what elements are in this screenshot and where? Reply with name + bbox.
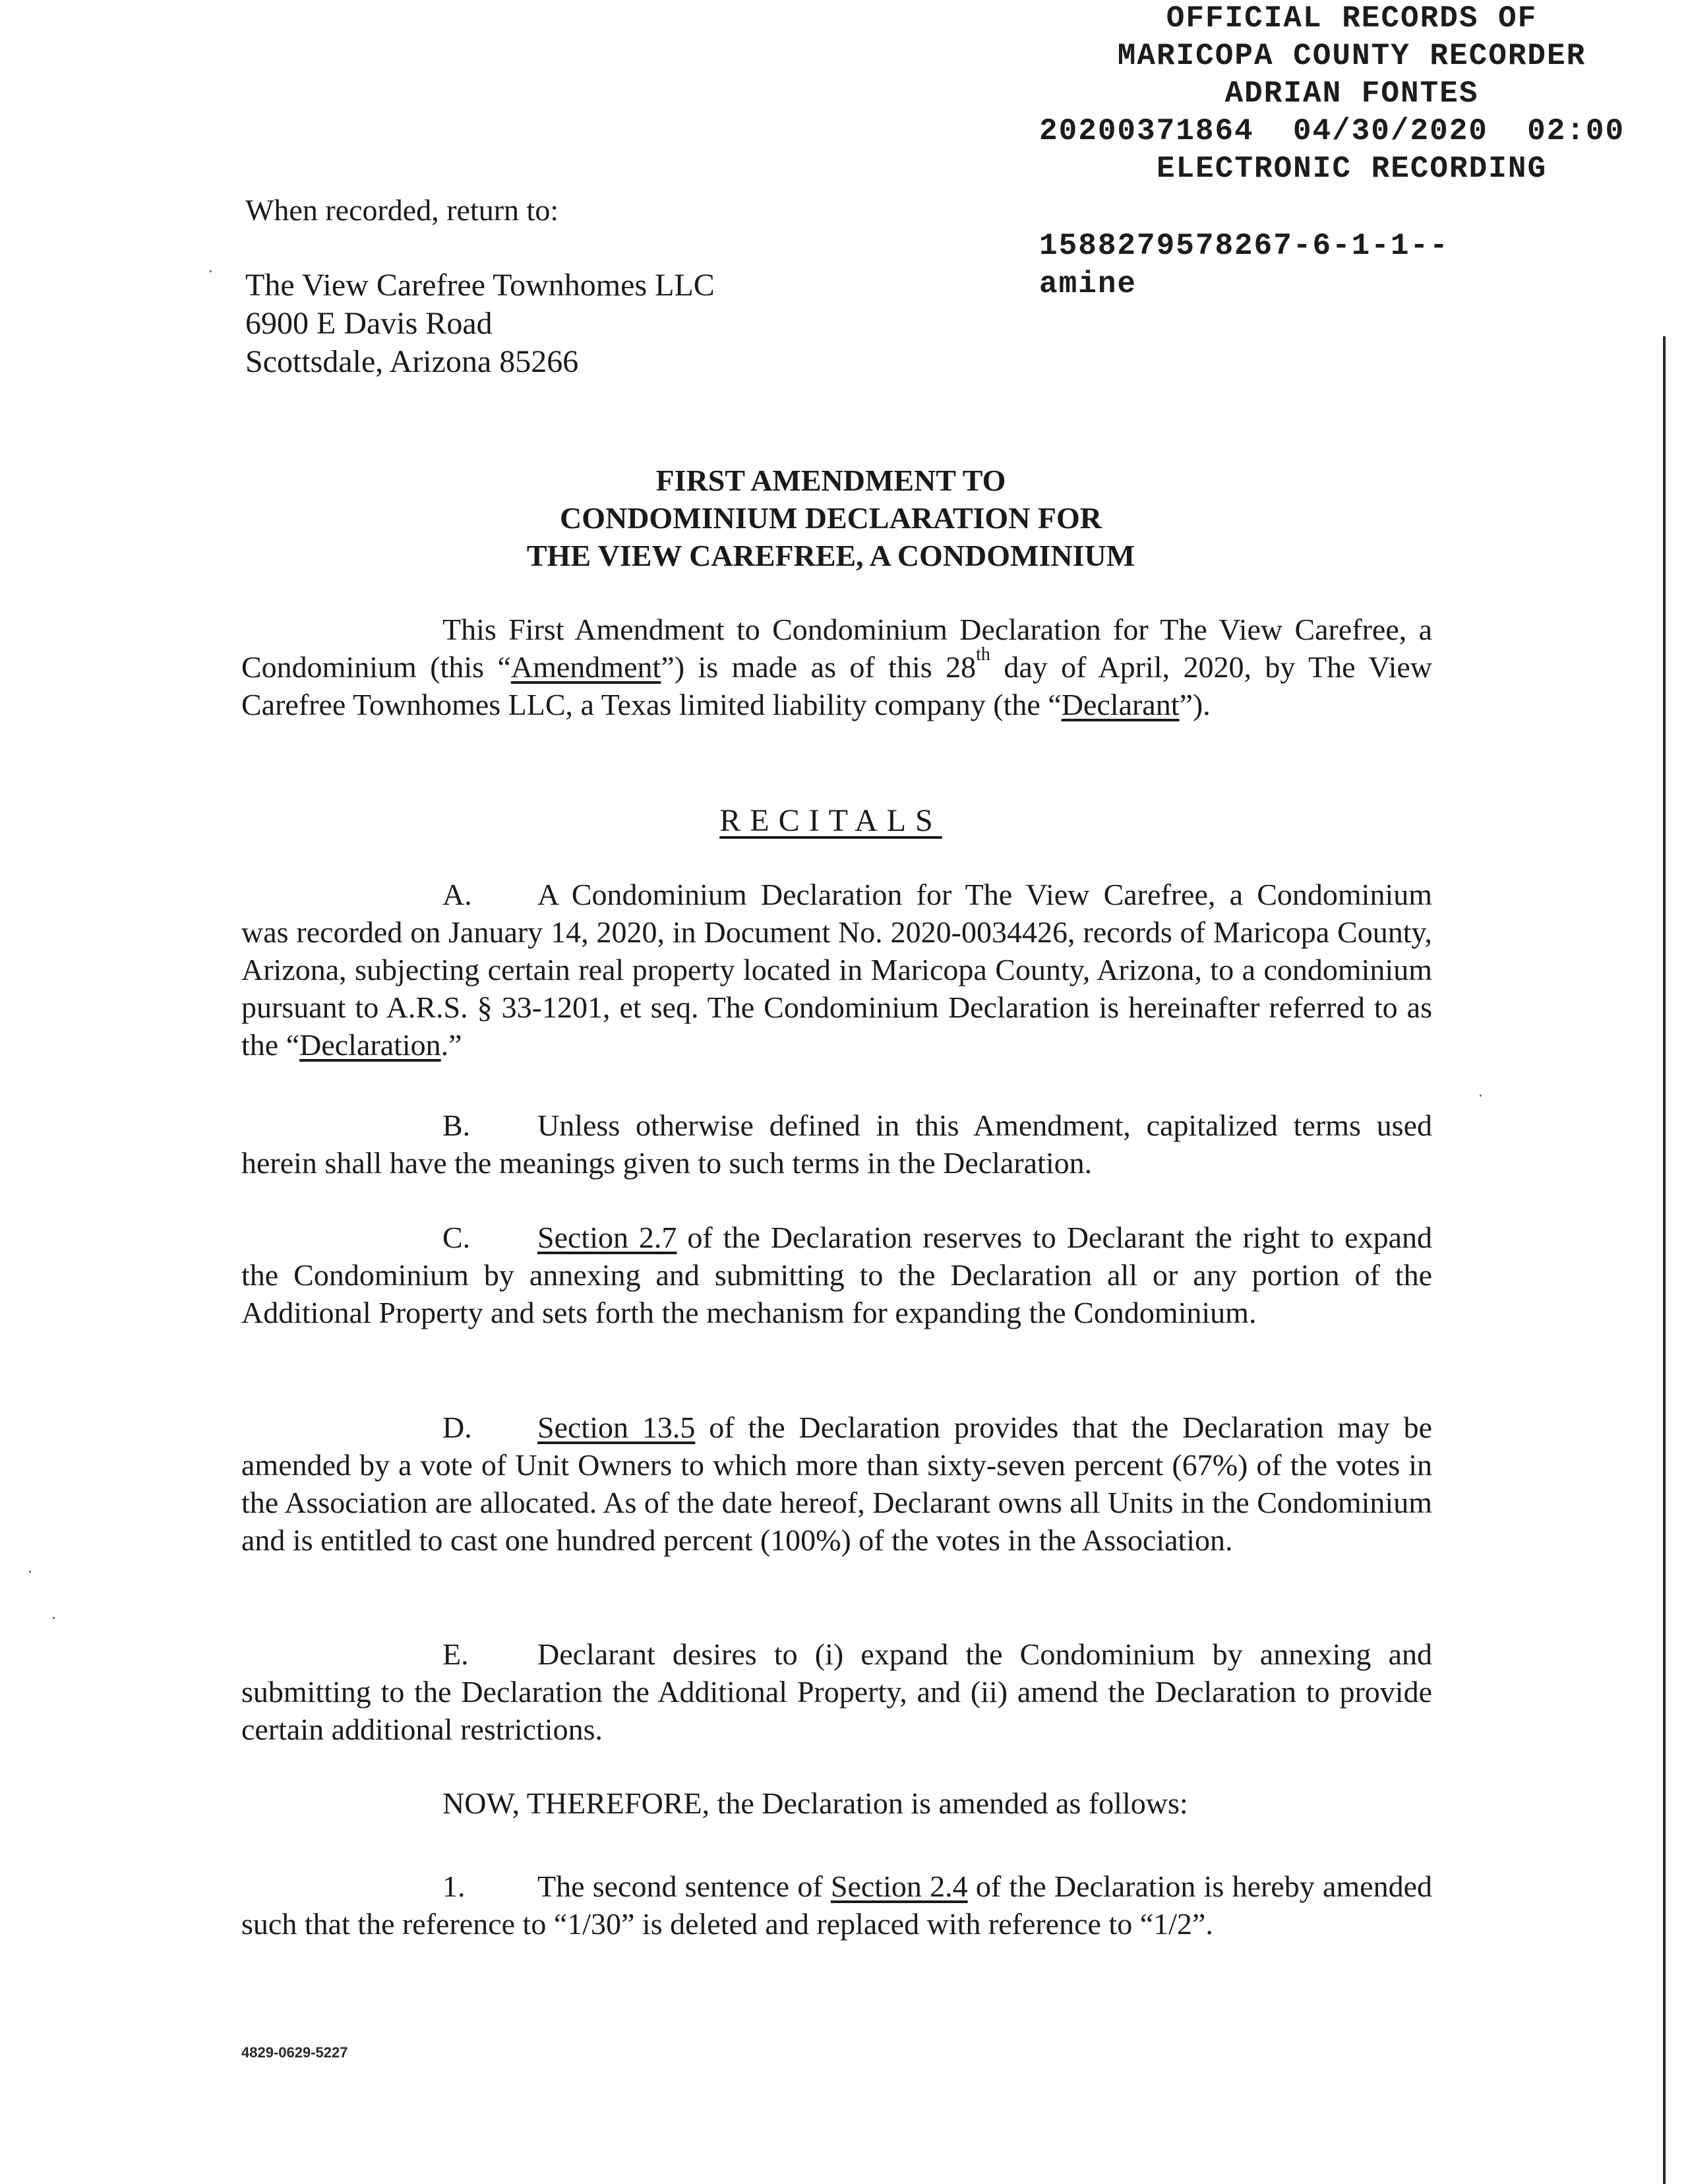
return-address-name: The View Carefree Townhomes LLC — [245, 268, 715, 303]
scan-speck — [53, 1617, 55, 1619]
recording-id-line-2: amine — [1039, 267, 1137, 301]
defined-term-declarant: Declarant — [1061, 688, 1180, 721]
scan-margin-line — [1663, 336, 1666, 2184]
footer-document-number: 4829-0629-5227 — [241, 2044, 348, 2061]
scan-speck — [1480, 1095, 1482, 1097]
recital-b: B. Unless otherwise defined in this Amendment, capitalized terms used herein shall have the meanings given to such terms in the Declaration. — [241, 1107, 1432, 1182]
return-to-label: When recorded, return to: — [245, 193, 559, 227]
recital-c: C. Section 2.7 of the Declaration reserves to Declarant the right to expand the Condominium by annexing and submitting to the Declaration all or any portion of the Additional Property and sets forth the mechanism for expanding the Condominium. — [241, 1219, 1432, 1331]
recording-id-line-1: 1588279578267-6-1-1-- — [1039, 229, 1449, 263]
return-address-city: Scottsdale, Arizona 85266 — [245, 344, 579, 379]
stamp-line-electronic-recording: ELECTRONIC RECORDING — [1156, 152, 1548, 186]
intro-paragraph: This First Amendment to Condominium Declaration for The View Carefree, a Condominium (this “Amendment”) is made as of this 28th day of April, 2020, by The View Carefree Townhomes LLC, a Texas limited liability company (the “Declarant”). — [241, 613, 1432, 721]
recording-id — [1039, 227, 1449, 303]
return-address — [245, 266, 715, 381]
stamp-line-official-records: OFFICIAL RECORDS OF — [1166, 1, 1538, 36]
recital-d-label: D. — [442, 1410, 472, 1444]
section-ref-2-4: Section 2.4 — [830, 1869, 968, 1903]
scan-speck — [29, 1571, 31, 1573]
defined-term-declaration: Declaration — [299, 1028, 441, 1062]
recitals-heading: RECITALS — [719, 803, 942, 838]
return-address-street: 6900 E Davis Road — [245, 306, 493, 341]
recital-a: A. A Condominium Declaration for The View Carefree, a Condominium was recorded on January 14, 2020, in Document No. 2020-0034426, records of Maricopa County, Arizona, subjecting certain real property located in Maricopa County, Arizona, to a condominium pursuant to A.R.S. § 33-1201, et seq. The Condominium Declaration is hereinafter referred to as the “Declaration.” — [241, 876, 1432, 1064]
recital-e-label: E. — [442, 1637, 469, 1671]
recital-a-label: A. — [442, 878, 472, 911]
scan-speck — [210, 270, 212, 272]
document-title — [237, 462, 1424, 574]
recital-b-label: B. — [442, 1108, 471, 1142]
title-line-3: THE VIEW CAREFREE, A CONDOMINIUM — [526, 539, 1135, 572]
item-1-label: 1. — [442, 1869, 466, 1903]
stamp-line-record-number: 20200371864 04/30/2020 02:00 — [1039, 114, 1625, 148]
recital-e: E. Declarant desires to (i) expand the Condominium by annexing and submitting to the Declaration the Additional Property, and (ii) amend the Declaration to provide certain additional restrictions. — [241, 1635, 1432, 1748]
section-ref-2-7: Section 2.7 — [537, 1221, 677, 1254]
recorder-stamp — [1029, 0, 1675, 188]
defined-term-amendment: Amendment — [510, 650, 661, 684]
now-therefore: NOW, THEREFORE, the Declaration is amended as follows: — [442, 1786, 1188, 1820]
stamp-line-recorder-name: ADRIAN FONTES — [1224, 76, 1479, 111]
stamp-line-county-recorder: MARICOPA COUNTY RECORDER — [1117, 39, 1586, 73]
title-line-1: FIRST AMENDMENT TO — [655, 464, 1006, 497]
recital-c-label: C. — [442, 1221, 471, 1254]
amendment-item-1: 1. The second sentence of Section 2.4 of the Declaration is hereby amended such that the reference to “1/30” is deleted and replaced with reference to “1/2”. — [241, 1867, 1432, 1943]
title-line-2: CONDOMINIUM DECLARATION FOR — [559, 501, 1102, 535]
section-ref-13-5: Section 13.5 — [537, 1410, 696, 1444]
recital-d: D. Section 13.5 of the Declaration provides that the Declaration may be amended by a vote of Unit Owners to which more than sixty-seven percent (67%) of the votes in the Association are allocated. As of the date hereof, Declarant owns all Units in the Condominium and is entitled to cast one hundred percent (100%) of the votes in the Association. — [241, 1409, 1432, 1559]
